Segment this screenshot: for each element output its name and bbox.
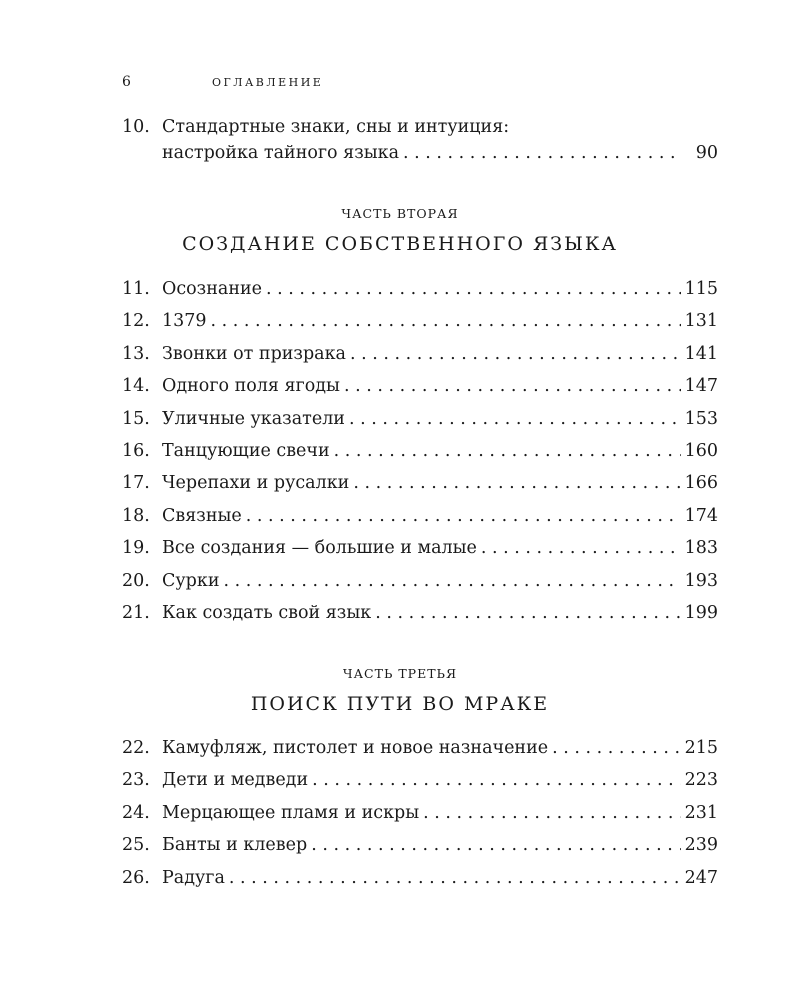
entry-title: 1379 bbox=[162, 311, 207, 332]
entry-number: 21. bbox=[122, 602, 150, 623]
entry-page: 193 bbox=[684, 570, 718, 591]
page-number: 6 bbox=[122, 74, 131, 90]
entry-page: 183 bbox=[684, 538, 718, 559]
entry-number: 13. bbox=[122, 343, 150, 364]
entry-number: 20. bbox=[122, 570, 150, 591]
dot-leader bbox=[423, 797, 680, 829]
entry-page: 153 bbox=[684, 408, 718, 429]
entry-page: 247 bbox=[684, 867, 718, 888]
part-title: ПОИСК ПУТИ ВО МРАКЕ bbox=[250, 693, 550, 715]
entry-page: 239 bbox=[684, 835, 718, 856]
entry-number: 25. bbox=[122, 835, 150, 856]
toc-entry[interactable] bbox=[122, 500, 718, 532]
entry-number: 17. bbox=[122, 473, 150, 494]
dot-leader bbox=[349, 403, 681, 435]
dot-leader bbox=[552, 732, 680, 764]
entry-title: Сурки bbox=[162, 570, 220, 591]
dot-leader bbox=[375, 597, 680, 629]
entry-title: Все создания — большие и малые bbox=[162, 538, 477, 559]
part-three-heading bbox=[0, 666, 800, 715]
page-header bbox=[122, 74, 323, 90]
part-three-entries bbox=[122, 732, 718, 894]
part-title: СОЗДАНИЕ СОБСТВЕННОГО ЯЗЫКА bbox=[182, 233, 618, 255]
entry-title: Мерцающее пламя и искры bbox=[162, 802, 420, 823]
entry-title: Дети и медведи bbox=[162, 770, 309, 791]
toc-entry[interactable] bbox=[122, 305, 718, 337]
dot-leader bbox=[350, 338, 681, 370]
entry-number: 16. bbox=[122, 440, 150, 461]
entry-number: 12. bbox=[122, 311, 150, 332]
toc-entry[interactable] bbox=[122, 403, 718, 435]
entry-title: Черепахи и русалки bbox=[162, 473, 350, 494]
entry-title: Связные bbox=[162, 505, 242, 526]
part-two-heading bbox=[0, 206, 800, 255]
entry-title: Уличные указатели bbox=[162, 408, 345, 429]
toc-entry[interactable] bbox=[122, 829, 718, 861]
dot-leader bbox=[481, 532, 681, 564]
dot-leader bbox=[224, 565, 681, 597]
entry-number: 23. bbox=[122, 770, 150, 791]
entry-title: Одного поля ягоды bbox=[162, 376, 340, 397]
part-two-entries bbox=[122, 273, 718, 629]
dot-leader bbox=[353, 467, 680, 499]
dot-leader bbox=[344, 370, 681, 402]
toc-entry[interactable] bbox=[122, 797, 718, 829]
part-label: ЧАСТЬ ТРЕТЬЯ bbox=[342, 666, 458, 681]
entry-page: 141 bbox=[684, 343, 718, 364]
entry-number: 18. bbox=[122, 505, 150, 526]
entry-number: 15. bbox=[122, 408, 150, 429]
entry-number: 19. bbox=[122, 538, 150, 559]
toc-entry[interactable] bbox=[122, 370, 718, 402]
part-label: ЧАСТЬ ВТОРАЯ bbox=[341, 206, 459, 221]
dot-leader bbox=[229, 862, 681, 894]
entry-title: Танцующие свечи bbox=[162, 440, 330, 461]
toc-entry[interactable] bbox=[122, 532, 718, 564]
entry-page: 199 bbox=[684, 602, 718, 623]
dot-leader bbox=[311, 829, 680, 861]
toc-entry[interactable] bbox=[122, 732, 718, 764]
dot-leader bbox=[334, 435, 681, 467]
running-head: ОГЛАВЛЕНИЕ bbox=[212, 76, 324, 89]
entry-title-line2: настройка тайного языка bbox=[162, 143, 400, 163]
entry-page: 215 bbox=[684, 738, 718, 758]
entry-number: 26. bbox=[122, 867, 150, 888]
entry-page: 147 bbox=[684, 376, 718, 397]
entry-page: 90 bbox=[695, 143, 718, 163]
entry-number: 22. bbox=[122, 738, 150, 758]
entry-title: Осознание bbox=[162, 279, 263, 299]
toc-entry[interactable] bbox=[122, 597, 718, 629]
entry-page: 166 bbox=[684, 473, 718, 494]
entry-page: 115 bbox=[684, 279, 718, 299]
entry-page: 131 bbox=[684, 311, 718, 332]
entry-number: 11. bbox=[122, 279, 150, 299]
entry-number: 14. bbox=[122, 376, 150, 397]
entry-title: Как создать свой язык bbox=[162, 602, 372, 623]
toc-entry-10[interactable] bbox=[122, 114, 718, 166]
entry-page: 160 bbox=[684, 440, 718, 461]
toc-entry[interactable] bbox=[122, 565, 718, 597]
entry-title: Радуга bbox=[162, 867, 225, 888]
entry-page: 223 bbox=[684, 770, 718, 791]
entry-title: Звонки от призрака bbox=[162, 343, 346, 364]
toc-entry[interactable] bbox=[122, 273, 718, 305]
entry-title: Камуфляж, пистолет и новое назначение bbox=[162, 738, 549, 758]
dot-leader bbox=[246, 500, 681, 532]
toc-entry[interactable] bbox=[122, 435, 718, 467]
toc-entry[interactable] bbox=[122, 467, 718, 499]
dot-leader bbox=[403, 140, 682, 166]
entry-number: 10. bbox=[122, 117, 150, 137]
toc-entry[interactable] bbox=[122, 862, 718, 894]
dot-leader bbox=[312, 764, 680, 796]
entry-page: 174 bbox=[684, 505, 718, 526]
entry-page: 231 bbox=[684, 802, 718, 823]
toc-entry[interactable] bbox=[122, 338, 718, 370]
entry-number: 24. bbox=[122, 802, 150, 823]
dot-leader bbox=[266, 273, 681, 305]
entry-title-line1: Стандартные знаки, сны и интуиция: bbox=[162, 117, 510, 137]
entry-title: Банты и клевер bbox=[162, 835, 308, 856]
toc-entry[interactable] bbox=[122, 764, 718, 796]
dot-leader bbox=[211, 305, 681, 337]
